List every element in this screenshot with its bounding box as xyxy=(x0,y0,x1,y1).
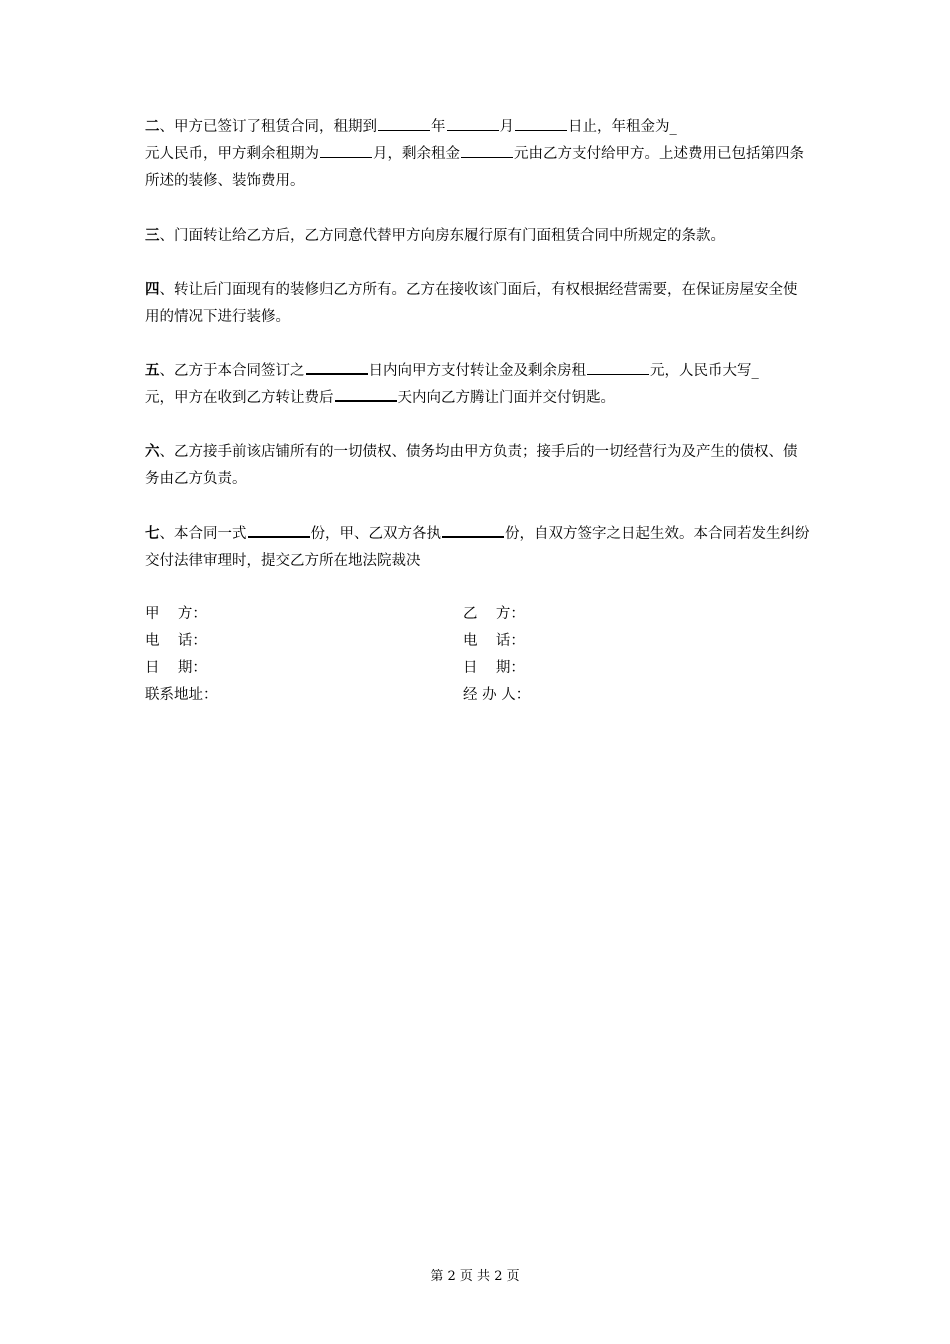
sig-label: 甲 方： xyxy=(145,606,207,622)
blank-year[interactable] xyxy=(378,116,430,131)
clause-text: 元，人民币大写 xyxy=(650,363,752,379)
sig-label: 乙 方： xyxy=(463,606,525,622)
blank-remaining-rent[interactable] xyxy=(461,143,513,158)
clause-text: 元，甲方在收到乙方转让费后 xyxy=(145,390,334,406)
clause-text: 、甲方已签订了租赁合同，租期到 xyxy=(159,119,377,135)
clause-7 xyxy=(145,520,810,575)
clause-text: 天内向乙方腾让门面并交付钥匙。 xyxy=(397,390,615,406)
blank-copies-each[interactable] xyxy=(442,522,504,538)
sig-field-phone-b xyxy=(463,628,533,655)
clause-text: 份，甲、乙双方各执 xyxy=(310,526,441,542)
blank-payment-days[interactable] xyxy=(306,359,368,375)
signature-party-a xyxy=(145,601,218,709)
sig-field-party-a xyxy=(145,601,215,628)
sig-label: 日 期： xyxy=(145,660,207,676)
clause-number: 二 xyxy=(145,118,160,135)
blank-month[interactable] xyxy=(447,116,499,131)
clause-5 xyxy=(145,357,810,412)
clause-text: 、本合同一式 xyxy=(159,526,247,542)
sig-label: 经 办 人： xyxy=(463,687,531,703)
clause-number: 六 xyxy=(145,443,160,460)
clause-text: 元人民币，甲方剩余租期为 xyxy=(145,146,319,162)
sig-label: 电 话： xyxy=(145,633,207,649)
clause-text: 、乙方接手前该店铺所有的一切债权、债务均由甲方负责；接手后的一切经营行为及产生的债权、债务由乙方负责。 xyxy=(145,444,798,487)
sig-label: 电 话： xyxy=(463,633,525,649)
sig-field-date-b xyxy=(463,655,533,682)
clause-text: 日内向甲方支付转让金及剩余房租 xyxy=(368,363,586,379)
blank-remaining-term[interactable] xyxy=(320,143,372,158)
clause-text: 月 xyxy=(499,119,514,135)
blank-copies-total[interactable] xyxy=(248,522,310,538)
clause-number: 三 xyxy=(145,227,160,244)
blank-day[interactable] xyxy=(515,116,567,131)
clause-text: 份，自双方签字之日起生效。本合同若发生纠纷交付法律审理时，提交乙方所在地法院裁决 xyxy=(145,526,810,569)
clause-4 xyxy=(145,276,810,331)
sig-field-address-a xyxy=(145,682,218,709)
clause-number: 四 xyxy=(145,281,160,298)
blank-handover-days[interactable] xyxy=(335,386,397,402)
sig-field-phone-a xyxy=(145,628,215,655)
clause-text: 、门面转让给乙方后，乙方同意代替甲方向房东履行原有门面租赁合同中所规定的条款。 xyxy=(159,228,725,244)
clause-text: 月，剩余租金 xyxy=(373,146,460,162)
signature-party-b xyxy=(463,601,533,709)
sig-field-date-a xyxy=(145,655,215,682)
clause-text: 元由乙方支付给甲方。上述费用已包括第四条所述的装修、装饰费用。 xyxy=(145,146,804,189)
sig-field-party-b xyxy=(463,601,533,628)
clause-text: 、乙方于本合同签订之 xyxy=(159,363,305,379)
page-footer: 第 2 页 共 2 页 xyxy=(430,1269,520,1284)
blank-payment-amount[interactable] xyxy=(587,360,649,375)
clause-2 xyxy=(145,113,810,195)
sig-label: 日 期： xyxy=(463,660,525,676)
clause-text: 年 xyxy=(431,119,446,135)
sig-label: 联系地址： xyxy=(145,687,218,703)
clause-3 xyxy=(145,222,810,250)
clause-text: 、转让后门面现有的装修归乙方所有。乙方在接收该门面后，有权根据经营需要，在保证房屋安全使用的情况下进行装修。 xyxy=(145,282,798,325)
clause-text: 日止，年租金为 xyxy=(568,119,670,135)
clause-text: _ xyxy=(751,363,759,379)
clause-text: _ xyxy=(669,119,677,135)
clause-6 xyxy=(145,438,810,493)
clause-number: 七 xyxy=(145,525,160,542)
sig-field-agent-b xyxy=(463,682,533,709)
clause-number: 五 xyxy=(145,362,160,379)
